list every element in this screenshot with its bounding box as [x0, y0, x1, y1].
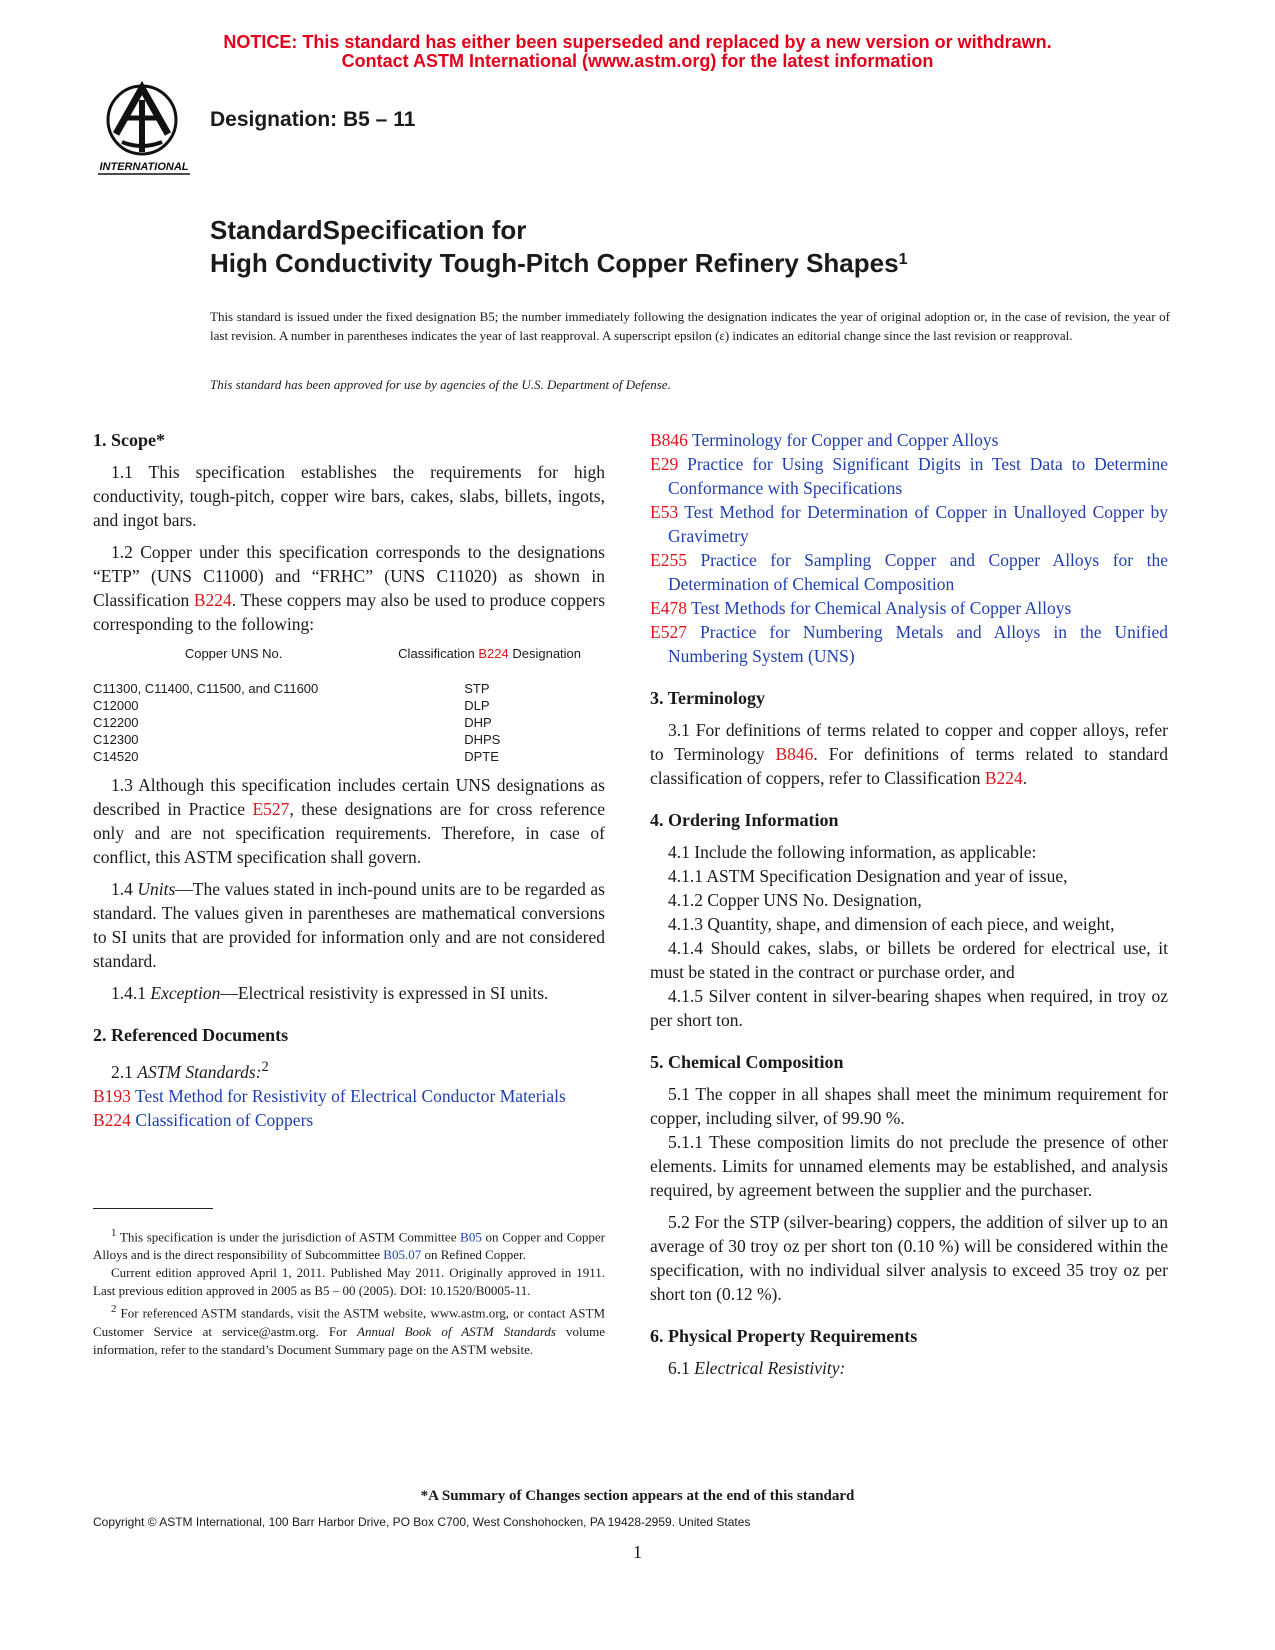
para-3-1-text-b: . For definitions of terms related to standard classification of coppers, refer to Classification [650, 744, 1169, 788]
para-2-1 [93, 1055, 605, 1084]
refdocs-heading: 2. Referenced Documents [93, 1025, 289, 1045]
col-header-text-b: Designation [508, 646, 582, 661]
designation-cell: DHP [464, 715, 492, 730]
para-1-2 [93, 540, 605, 636]
reference-title[interactable]: Practice for Using Significant Digits in Test Data to Determine Conformance with Specifications [668, 454, 1168, 498]
para-4-1-2: 4.1.2 Copper UNS No. Designation, [668, 890, 922, 910]
issued-note: This standard is issued under the fixed designation B5; the number immediately following the designation indicates the year of original adoption or, in the case of revision, the year of last revision. A number in parentheses indicates the year of last reapproval. A superscript epsilon (ε) indicates an editorial change since the last revision or reapproval. [210, 309, 1170, 343]
reference-title[interactable]: Test Method for Resistivity of Electrical Conductor Materials [130, 1085, 566, 1106]
uns-table-row [93, 731, 605, 748]
reference-code[interactable]: E478 [650, 598, 687, 618]
designation-cell: DPTE [464, 749, 499, 764]
para-5-1-1: 5.1.1 These composition limits do not preclude the presence of other elements. Limits for unnamed elements may be established, and analysis required, by agreement between the supplier and the purchaser. [650, 1132, 1168, 1200]
para-2-1-num: 2.1 [111, 1061, 138, 1082]
reference-title[interactable]: Classification of Coppers [130, 1109, 314, 1130]
link-b224-table[interactable]: B224 [478, 646, 509, 661]
footnote-1-mark: 1 [111, 1227, 117, 1239]
title-line-1: StandardSpecification for [210, 215, 527, 245]
uns-cell: C12000 [93, 698, 139, 713]
reference-title[interactable]: Terminology for Copper and Copper Alloys [687, 430, 999, 450]
title-line-2 [210, 247, 1170, 280]
uns-table-row [93, 714, 605, 731]
uns-cell: C14520 [93, 749, 139, 764]
reference-title[interactable]: Test Methods for Chemical Analysis of Copper Alloys [686, 598, 1072, 618]
title-text: High Conductivity Tough-Pitch Copper Refinery Shapes [210, 248, 899, 278]
reference-item[interactable] [650, 452, 1168, 500]
logo-caption: INTERNATIONAL [99, 161, 189, 173]
para-1-3 [93, 773, 605, 869]
footnote-1-text-b: on Copper and Copper Alloys and is the direct responsibility of Subcommittee [93, 1229, 605, 1263]
para-6-1-num: 6.1 [668, 1358, 695, 1378]
copyright: Copyright © ASTM International, 100 Barr Harbor Drive, PO Box C700, West Conshohocken, PA 19428-2959. United States [93, 1515, 751, 1529]
reference-code[interactable]: E255 [650, 550, 687, 570]
ref-list-left [93, 1084, 605, 1132]
page-number: 1 [633, 1542, 642, 1562]
reference-code[interactable]: E53 [650, 502, 679, 522]
reference-code[interactable]: B193 [93, 1085, 131, 1106]
para-4-1-5: 4.1.5 Silver content in silver-bearing shapes when required, in troy oz per short ton. [650, 986, 1168, 1030]
para-1-4-1-em: Exception [150, 983, 221, 1003]
para-1-1: 1.1 This specification establishes the requirements for high conductivity, tough-pitch, copper wire bars, cakes, slabs, billets, ingots, and ingot bars. [93, 462, 605, 530]
reference-title[interactable]: Practice for Sampling Copper and Copper Alloys for the Determination of Chemical Composition [668, 550, 1168, 594]
para-4-1-4: 4.1.4 Should cakes, slabs, or billets be ordered for electrical use, it must be stated in the contract or purchase order, and [650, 938, 1168, 982]
terminology-heading: 3. Terminology [650, 688, 766, 708]
para-2-1-sup: 2 [261, 1059, 269, 1075]
footnote-1-edition: Current edition approved April 1, 2011. Published May 2011. Originally approved in 1911. Last previous edition approved in 2005 as B5 – 00 (2005). DOI: 10.1520/B0005-11. [93, 1265, 605, 1299]
reference-code[interactable]: B846 [650, 430, 688, 450]
para-1-3-text: 1.3 Although this specification includes certain UNS designations as described in Practice [93, 775, 605, 819]
notice-banner [0, 33, 1275, 71]
para-1-4 [93, 877, 605, 973]
para-1-2-text: 1.2 Copper under this specification corresponds to the designations “ETP” (UNS C11000) and “FRHC” (UNS C11020) as shown in Classification [93, 542, 605, 610]
para-1-4-text: —The values stated in inch-pound units are to be regarded as standard. The values given in parentheses are mathematical conversions to SI units that are provided for information only and are not considered standard. [93, 879, 605, 971]
footnote-2-mark: 2 [111, 1303, 117, 1316]
approved-note: This standard has been approved for use by agencies of the U.S. Department of Defense. [210, 377, 671, 392]
footnote-2-text-b: volume information, refer to the standard’s Document Summary page on the ASTM website. [93, 1323, 606, 1357]
footnotes [93, 1224, 605, 1359]
reference-item[interactable] [93, 1108, 605, 1132]
para-6-1 [650, 1356, 1168, 1380]
para-5-1: 5.1 The copper in all shapes shall meet the minimum requirement for copper, including silver, of 99.90 %. [650, 1084, 1168, 1128]
link-b05[interactable]: B05 [460, 1229, 482, 1245]
footnote-1 [93, 1224, 605, 1264]
para-1-4-1-num: 1.4.1 [111, 983, 151, 1003]
para-4-1-3: 4.1.3 Quantity, shape, and dimension of each piece, and weight, [668, 914, 1115, 934]
uns-col-header: Copper UNS No. [184, 646, 283, 661]
uns-table-row [93, 680, 605, 697]
scope-heading: 1. Scope* [93, 430, 165, 450]
reference-code[interactable]: E527 [650, 622, 687, 642]
link-e527[interactable]: E527 [252, 799, 290, 819]
para-6-1-em: Electrical Resistivity: [694, 1358, 846, 1378]
astm-logo-icon [92, 80, 196, 180]
uns-cell: C12300 [93, 732, 139, 747]
footnote-1-text: This specification is under the jurisdiction of ASTM Committee [116, 1229, 461, 1245]
ref-list-right [650, 428, 1168, 668]
para-2-1-em: ASTM Standards: [137, 1061, 262, 1082]
footnote-divider [93, 1208, 213, 1209]
uns-cell: C12200 [93, 715, 139, 730]
para-4-1: 4.1 Include the following information, as applicable: [668, 842, 1037, 862]
right-column [650, 428, 1168, 1380]
reference-title[interactable]: Practice for Numbering Metals and Alloys in the Unified Numbering System (UNS) [668, 622, 1168, 666]
reference-code[interactable]: E29 [650, 454, 679, 474]
footnote-2-em: Annual Book of ASTM Standards [357, 1323, 556, 1339]
para-5-2: 5.2 For the STP (silver-bearing) coppers, the addition of silver up to an average of 30 troy oz per short ton (0.10 %) will be considered within the specification, with no individual silver analysis to exceed 35 troy oz per short ton (0.12 %). [650, 1212, 1168, 1304]
left-column [93, 428, 605, 1132]
reference-item[interactable] [93, 1084, 605, 1108]
notice-line-2: Contact ASTM International (www.astm.org) for the latest information [341, 51, 934, 71]
link-b224-terminology[interactable]: B224 [984, 768, 1023, 788]
designation: Designation: B5 – 11 [210, 108, 416, 131]
link-b846[interactable]: B846 [775, 744, 814, 764]
para-3-1 [650, 718, 1168, 790]
reference-item[interactable] [650, 428, 1168, 452]
document-title [210, 214, 1170, 280]
reference-item[interactable] [650, 500, 1168, 548]
para-1-4-num: 1.4 [111, 879, 138, 899]
physical-heading: 6. Physical Property Requirements [650, 1326, 918, 1346]
reference-item[interactable] [650, 596, 1168, 620]
designation-cell: DHPS [464, 732, 501, 747]
reference-code[interactable]: B224 [93, 1109, 131, 1130]
para-1-4-1 [93, 981, 605, 1005]
para-3-1-text-c: . [1022, 768, 1028, 788]
footnote-2 [93, 1300, 605, 1358]
para-3-1-text: 3.1 For definitions of terms related to copper and copper alloys, refer to Terminology [650, 720, 1168, 764]
link-b05-07[interactable]: B05.07 [383, 1247, 422, 1263]
para-1-4-em: Units [137, 879, 176, 899]
designation-cell: STP [464, 681, 490, 696]
title-footnote-mark: 1 [898, 251, 908, 268]
para-1-2-text-b: . These coppers may also be used to produce coppers corresponding to the following: [93, 590, 605, 634]
chemical-heading: 5. Chemical Composition [650, 1052, 844, 1072]
col-header-text: Classification [398, 646, 479, 661]
reference-title[interactable]: Test Method for Determination of Copper in Unalloyed Copper by Gravimetry [668, 502, 1168, 546]
link-b224[interactable]: B224 [193, 590, 232, 610]
designation-cell: DLP [464, 698, 490, 713]
summary-of-changes-note: *A Summary of Changes section appears at the end of this standard [420, 1488, 855, 1504]
para-1-3-text-b: , these designations are for cross reference only and are not specification requirements. Therefore, in case of conflict, this ASTM specification shall govern. [93, 799, 605, 867]
reference-item[interactable] [650, 548, 1168, 596]
ordering-heading: 4. Ordering Information [650, 810, 839, 830]
classification-col-header [374, 644, 605, 680]
reference-item[interactable] [650, 620, 1168, 668]
uns-cell: C11300, C11400, C11500, and C11600 [93, 681, 319, 696]
para-4-1-1: 4.1.1 ASTM Specification Designation and year of issue, [668, 866, 1068, 886]
uns-table [93, 644, 605, 765]
notice-line-1: NOTICE: This standard has either been superseded and replaced by a new version or withdrawn. [223, 32, 1052, 52]
uns-table-row [93, 748, 605, 765]
uns-table-row [93, 697, 605, 714]
para-1-4-1-text: —Electrical resistivity is expressed in SI units. [220, 983, 549, 1003]
footnote-1-text-c: on Refined Copper. [421, 1247, 526, 1263]
footnote-2-text: For referenced ASTM standards, visit the ASTM website, www.astm.org, or contact ASTM Customer Service at service@astm.org. For [93, 1305, 605, 1339]
